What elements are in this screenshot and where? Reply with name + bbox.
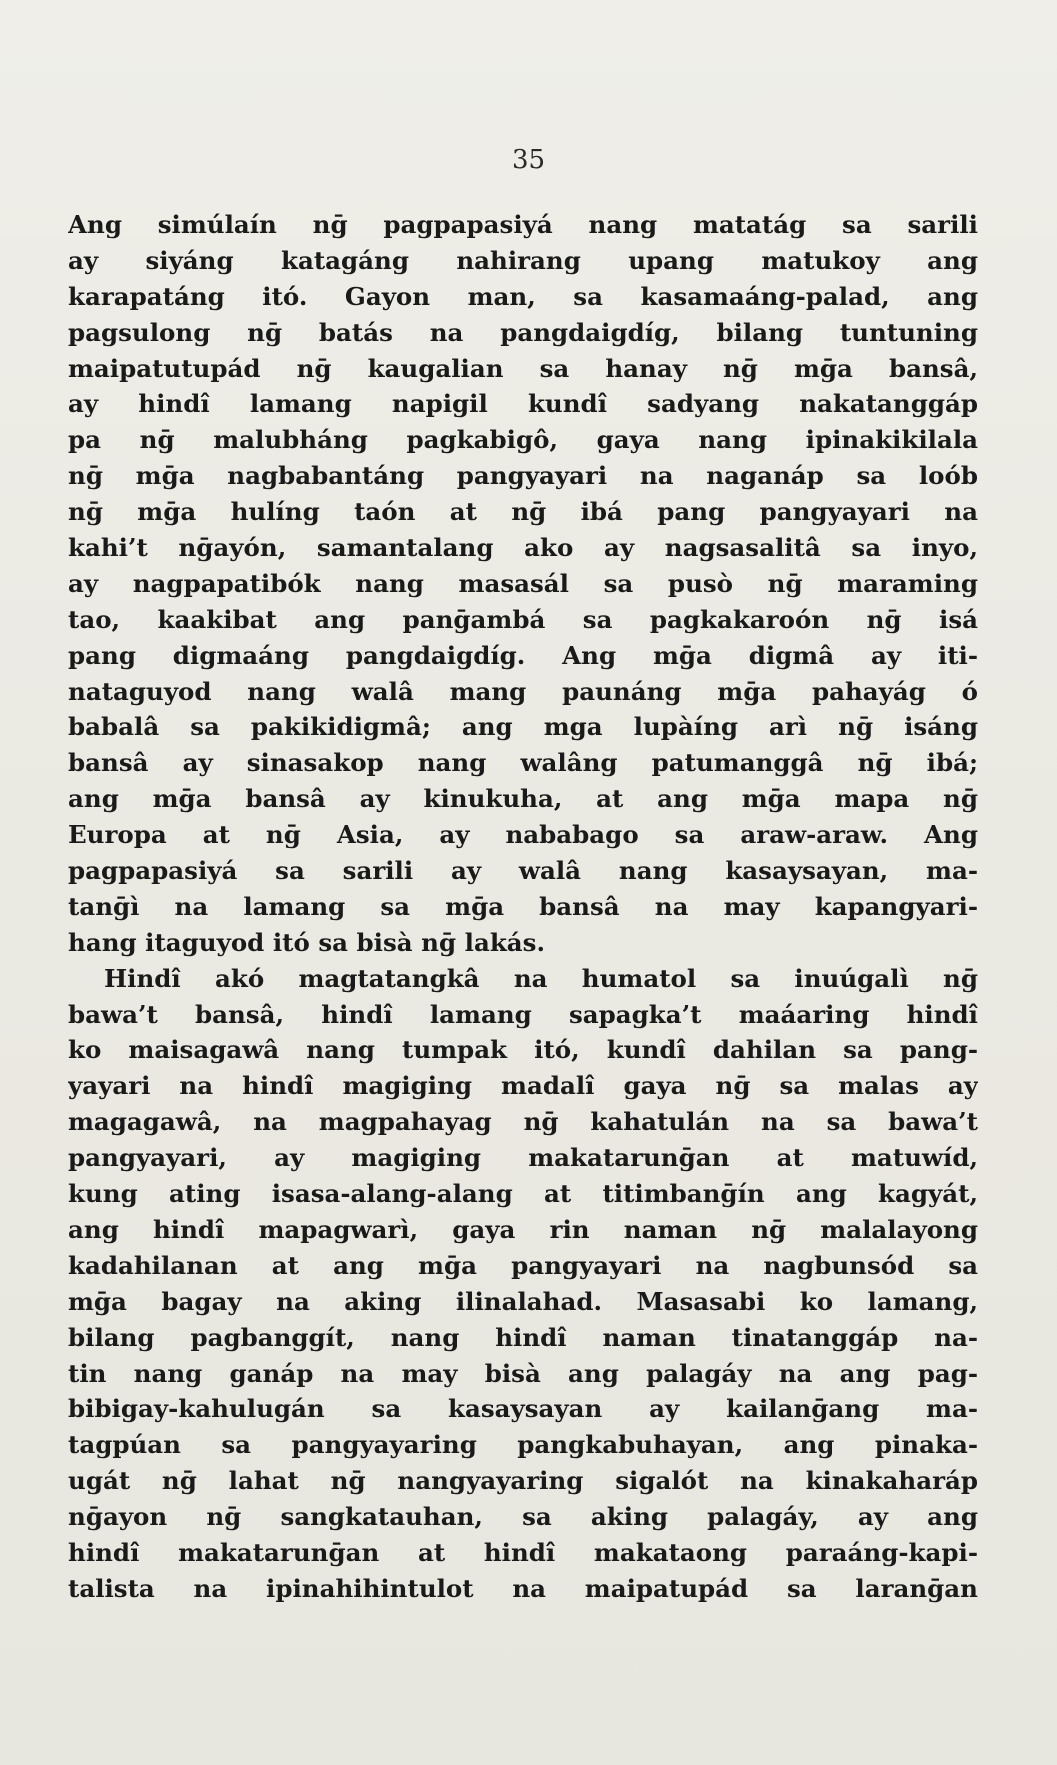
text-line: karapatáng itó. Gayon man, sa kasamaáng-palad, ang — [68, 281, 978, 311]
text-line: Hindî akó magtatangkâ na humatol sa inuúgalì nḡ — [104, 963, 978, 993]
text-line: nḡ mḡa nagbabantáng pangyayari na naganáp sa loób — [68, 461, 978, 491]
page-number: 35 — [511, 145, 546, 175]
text-line: pagsulong nḡ batás na pangdaigdíg, bilang tuntuning — [68, 317, 978, 347]
text-line: ang mḡa bansâ ay kinukuha, at ang mḡa mapa nḡ — [68, 784, 978, 814]
text-line: bawa’t bansâ, hindî lamang sapagka’t maáaring hindî — [68, 999, 978, 1029]
text-line: nḡ mḡa hulíng taón at nḡ ibá pang pangyayari na — [68, 497, 978, 527]
text-line: tin nang ganáp na may bisà ang palagáy na ang pag- — [68, 1358, 978, 1388]
body-text — [68, 207, 978, 1607]
text-line: kahi’t nḡayón, samantalang ako ay nagsasalitâ sa inyo, — [68, 533, 978, 563]
text-line: ay hindî lamang napigil kundî sadyang nakatanggáp — [68, 389, 978, 419]
text-line: pang digmaáng pangdaigdíg. Ang mḡa digmâ ay iti- — [68, 640, 978, 670]
text-line: nataguyod nang walâ mang paunáng mḡa pahayág ó — [68, 676, 978, 706]
text-line: ay siyáng katagáng nahirang upang matukoy ang — [68, 245, 978, 275]
text-line: ko maisagawâ nang tumpak itó, kundî dahilan sa pang- — [68, 1035, 978, 1065]
text-line: kung ating isasa-alang-alang at titimbanḡín ang kagyát, — [68, 1179, 978, 1209]
text-line: ay nagpapatibók nang masasál sa pusò nḡ maraming — [68, 568, 978, 598]
text-line: ang hindî mapagwarì, gaya rin naman nḡ malalayong — [68, 1214, 978, 1244]
paragraph-1 — [68, 207, 978, 961]
text-line: ugát nḡ lahat nḡ nangyayaring sigalót na kinakaharáp — [68, 1466, 978, 1496]
text-line: bilang pagbanggít, nang hindî naman tinatanggáp na- — [68, 1322, 978, 1352]
text-line: talista na ipinahihintulot na maipatupád sa laranḡan — [68, 1573, 978, 1603]
text-line: magagawâ, na magpahayag nḡ kahatulán na sa bawa’t — [68, 1107, 978, 1137]
text-line: kadahilanan at ang mḡa pangyayari na nagbunsód sa — [68, 1250, 978, 1280]
text-line: hang itaguyod itó sa bisà nḡ lakás. — [68, 927, 545, 957]
text-line: Ang simúlaín nḡ pagpapasiyá nang matatág sa sarili — [68, 210, 978, 239]
text-line: yayari na hindî magiging madalî gaya nḡ sa malas ay — [68, 1071, 978, 1101]
text-line: babalâ sa pakikidigmâ; ang mga lupàíng arì nḡ isáng — [68, 712, 978, 742]
text-line: bibigay-kahulugán sa kasaysayan ay kailanḡang ma- — [68, 1394, 978, 1424]
text-line: tagpúan sa pangyayaring pangkabuhayan, ang pinaka- — [68, 1430, 978, 1460]
text-line: pangyayari, ay magiging makatarunḡan at matuwíd, — [68, 1143, 978, 1173]
text-line: maipatutupád nḡ kaugalian sa hanay nḡ mḡa bansâ, — [68, 353, 978, 383]
text-line: bansâ ay sinasakop nang walâng patumanggâ nḡ ibá; — [68, 748, 978, 778]
text-line: mḡa bagay na aking ilinalahad. Masasabi ko lamang, — [68, 1286, 978, 1316]
text-line: Europa at nḡ Asia, ay nababago sa araw-araw. Ang — [68, 820, 978, 850]
text-line: hindî makatarunḡan at hindî makataong paraáng-kapi- — [68, 1537, 978, 1567]
text-line: tanḡì na lamang sa mḡa bansâ na may kapangyari- — [68, 891, 978, 921]
paragraph-2 — [68, 961, 978, 1607]
text-line: nḡayon nḡ sangkatauhan, sa aking palagáy, ay ang — [68, 1502, 978, 1532]
text-line: pagpapasiyá sa sarili ay walâ nang kasaysayan, ma- — [68, 856, 978, 886]
text-line: tao, kaakibat ang panḡambá sa pagkakaroón nḡ isá — [68, 604, 978, 634]
text-line: pa nḡ malubháng pagkabigô, gaya nang ipinakikilala — [68, 425, 978, 455]
